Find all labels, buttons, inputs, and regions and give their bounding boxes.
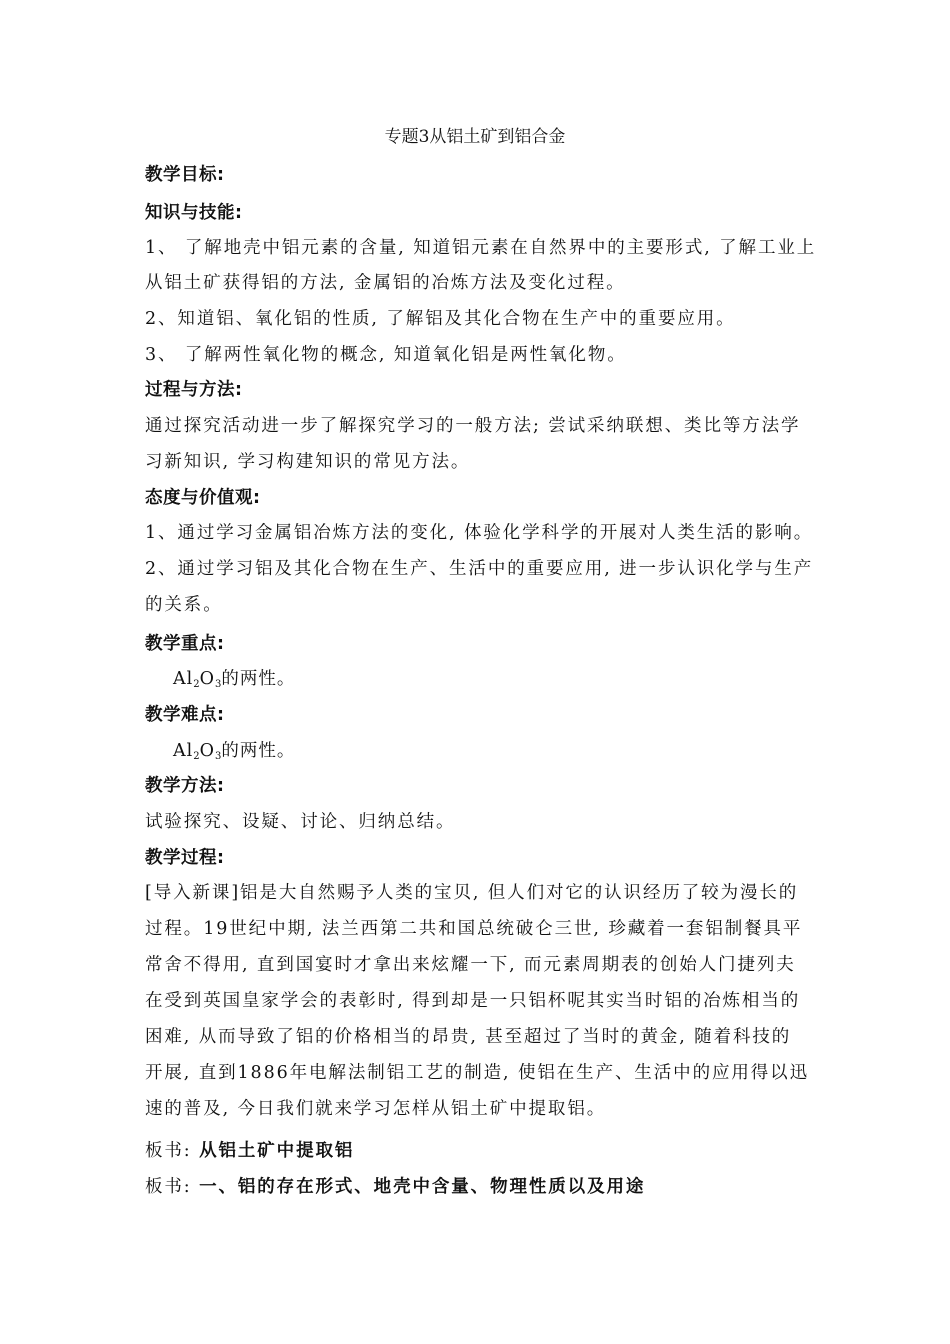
formula-subscript-3: 3 (214, 751, 222, 762)
attitude-item-2-line-2: 的关系。 (145, 595, 223, 615)
board-note-2 (145, 1175, 810, 1199)
intro-line-3: 常舍不得用, 直到国宴时才拿出来炫耀一下, 而元素周期表的创始人门捷列夫 (145, 955, 796, 975)
formula-suffix: 的两性。 (221, 669, 296, 689)
process-text-line-2: 习新知识, 学习构建知识的常见方法。 (145, 452, 471, 472)
intro-line-2: 过程。19世纪中期, 法兰西第二共和国总统破仑三世, 珍藏着一套铝制餐具平 (145, 919, 803, 939)
key-point-heading: 教学重点: (145, 634, 225, 654)
knowledge-heading: 知识与技能: (145, 203, 243, 223)
difficulty-heading: 教学难点: (145, 705, 225, 725)
method-heading: 教学方法: (145, 776, 225, 796)
formula-subscript-2: 2 (193, 751, 200, 762)
method-text: 试验探究、设疑、讨论、归纳总结。 (145, 812, 456, 832)
formula-al: Al (173, 669, 194, 689)
knowledge-item-1-line-2: 从铝土矿获得铝的方法, 金属铝的冶炼方法及变化过程。 (145, 273, 626, 293)
intro-line-6: 开展, 直到1886年电解法制铝工艺的制造, 使铝在生产、生活中的应用得以迅 (145, 1063, 809, 1083)
formula-o: O (199, 669, 215, 689)
process-heading: 过程与方法: (145, 380, 243, 400)
intro-line-1: [导入新课]铝是大自然赐予人类的宝贝, 但人们对它的认识经历了较为漫长的 (145, 883, 799, 903)
board-label: 板书: (145, 1141, 192, 1161)
knowledge-item-1-line-1: 1、 了解地壳中铝元素的含量, 知道铝元素在自然界中的主要形式, 了解工业上 (145, 238, 817, 258)
procedure-heading: 教学过程: (145, 848, 225, 868)
attitude-heading: 态度与价值观: (145, 488, 261, 508)
formula-subscript-3: 3 (214, 679, 222, 690)
board-text-2: 一、铝的存在形式、地壳中含量、物理性质以及用途 (199, 1177, 646, 1197)
board-label: 板书: (145, 1177, 192, 1197)
intro-line-7: 速的普及, 今日我们就来学习怎样从铝土矿中提取铝。 (145, 1099, 607, 1119)
objectives-heading: 教学目标: (145, 165, 225, 185)
process-text-line-1: 通过探究活动进一步了解探究学习的一般方法; 尝试采纳联想、类比等方法学 (145, 416, 801, 436)
key-point-text (173, 667, 838, 691)
intro-line-4: 在受到英国皇家学会的表彰时, 得到却是一只铝杯呢其实当时铝的冶炼相当的 (145, 991, 801, 1011)
board-text-1: 从铝土矿中提取铝 (199, 1141, 355, 1161)
formula-subscript-2: 2 (193, 679, 200, 690)
board-note-1 (145, 1139, 810, 1163)
knowledge-item-2: 2、知道铝、氧化铝的性质, 了解铝及其化合物在生产中的重要应用。 (145, 309, 736, 329)
formula-al: Al (173, 741, 194, 761)
document-title: 专题3从铝土矿到铝合金 (384, 127, 566, 147)
attitude-item-1: 1、通过学习金属铝冶炼方法的变化, 体验化学科学的开展对人类生活的影响。 (145, 523, 814, 543)
formula-suffix: 的两性。 (221, 741, 296, 761)
formula-o: O (199, 741, 215, 761)
intro-line-5: 困难, 从而导致了铝的价格相当的昂贵, 甚至超过了当时的黄金, 随着科技的 (145, 1027, 792, 1047)
difficulty-text (173, 739, 838, 763)
knowledge-item-3: 3、 了解两性氧化物的概念, 知道氧化铝是两性氧化物。 (145, 345, 627, 365)
attitude-item-2-line-1: 2、通过学习铝及其化合物在生产、生活中的重要应用, 进一步认识化学与生产 (145, 559, 814, 579)
